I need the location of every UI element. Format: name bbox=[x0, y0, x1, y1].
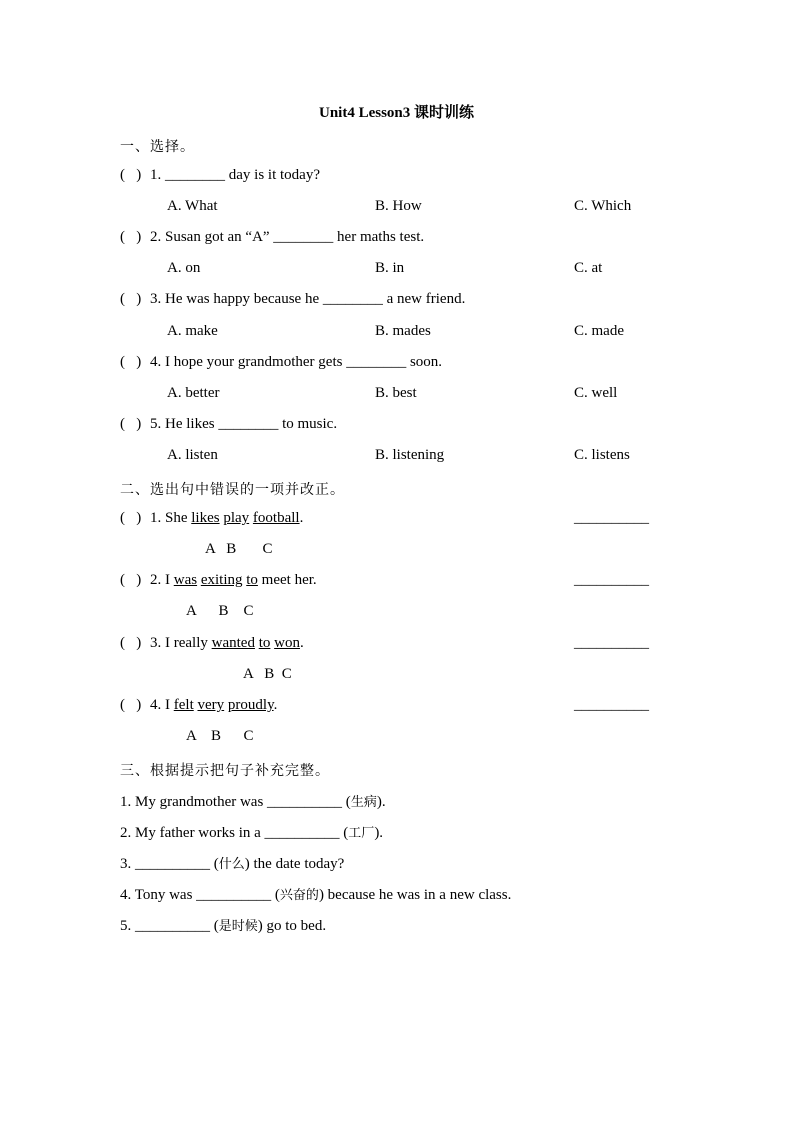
s1-q4-option-c: C. well bbox=[574, 385, 618, 401]
s1-q2-option-c: C. at bbox=[574, 260, 603, 276]
s1-question-1: ( ) 1. ________ day is it today? bbox=[120, 167, 320, 183]
s1-question-5: ( ) 5. He likes ________ to music. bbox=[120, 416, 338, 432]
s2-q1-letters: A B C bbox=[205, 541, 273, 557]
s2-q4-answer-blank[interactable]: __________ bbox=[574, 697, 649, 713]
s2-question-4: ( ) 4. I felt very proudly. bbox=[120, 697, 278, 713]
s1-q3-option-a: A. make bbox=[167, 323, 218, 339]
s3-item-2: 2. My father works in a __________ (工厂). bbox=[120, 825, 384, 841]
s1-question-3: ( ) 3. He was happy because he ________ a new friend. bbox=[120, 291, 466, 307]
section3-heading: 三、根据提示把句子补充完整。 bbox=[120, 763, 330, 779]
s2-question-3: ( ) 3. I really wanted to won. bbox=[120, 635, 304, 651]
s1-q4-option-b: B. best bbox=[375, 385, 417, 401]
section1-heading: 一、选择。 bbox=[120, 139, 195, 155]
s2-q2-answer-blank[interactable]: __________ bbox=[574, 572, 649, 588]
s3-item-3: 3. __________ (什么) the date today? bbox=[120, 856, 345, 872]
s2-q3-letters: A B C bbox=[243, 666, 292, 682]
s1-q5-option-c: C. listens bbox=[574, 447, 630, 463]
s3-item-5: 5. __________ (是时候) go to bed. bbox=[120, 918, 327, 934]
s2-question-2: ( ) 2. I was exiting to meet her. bbox=[120, 572, 317, 588]
s1-question-2: ( ) 2. Susan got an “A” ________ her maths test. bbox=[120, 229, 425, 245]
s1-q5-option-a: A. listen bbox=[167, 447, 218, 463]
s1-q5-option-b: B. listening bbox=[375, 447, 445, 463]
s1-q4-option-a: A. better bbox=[167, 385, 220, 401]
section2-heading: 二、选出句中错误的一项并改正。 bbox=[120, 482, 345, 498]
s2-q2-letters: A B C bbox=[186, 603, 254, 619]
s1-q2-option-a: A. on bbox=[167, 260, 201, 276]
s2-q4-letters: A B C bbox=[186, 728, 254, 744]
s3-item-1: 1. My grandmother was __________ (生病). bbox=[120, 794, 386, 810]
s1-q1-option-b: B. How bbox=[375, 198, 422, 214]
s2-question-1: ( ) 1. She likes play football. bbox=[120, 510, 304, 526]
page-title: Unit4 Lesson3 课时训练 bbox=[318, 105, 475, 121]
s1-question-4: ( ) 4. I hope your grandmother gets ________ soon. bbox=[120, 354, 443, 370]
s1-q2-option-b: B. in bbox=[375, 260, 405, 276]
s1-q1-option-c: C. Which bbox=[574, 198, 632, 214]
s1-q3-option-b: B. mades bbox=[375, 323, 431, 339]
s3-item-4: 4. Tony was __________ (兴奋的) because he was in a new class. bbox=[120, 887, 512, 903]
s2-q1-answer-blank[interactable]: __________ bbox=[574, 510, 649, 526]
s2-q3-answer-blank[interactable]: __________ bbox=[574, 635, 649, 651]
s1-q1-option-a: A. What bbox=[167, 198, 218, 214]
s1-q3-option-c: C. made bbox=[574, 323, 624, 339]
